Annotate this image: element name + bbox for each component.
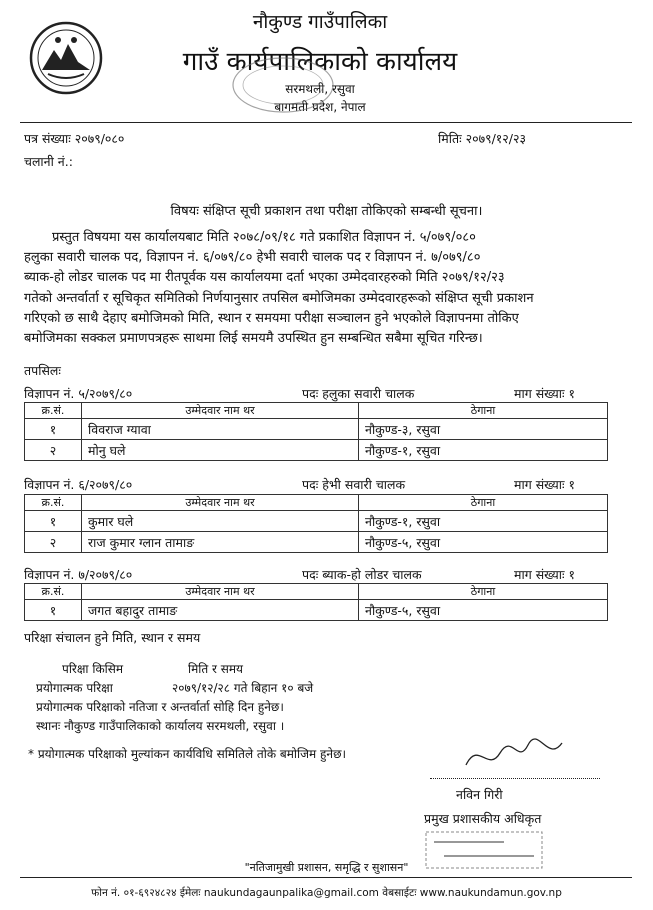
demand-count: माग संख्याः १ [514,477,575,492]
body-line: ब्याक-हो लोडर चालक पद मा रीतपूर्वक यस कार्यालयमा दर्ता भएका उम्मेदवारहरुको मिति २०७९/१२/२३ [24,270,505,286]
body-line: गरिएको छ साथै देहाए बमोजिमको मिति, स्थान र समयमा परीक्षा सञ्चालन हुने भएकोले विज्ञापनमा तोकिए [24,310,519,326]
row-name: जगत बहादुर तामाङ [82,600,359,621]
office-name: गाउँ कार्यपालिकाको कार्यालय [182,47,458,77]
letter-number: पत्र संख्याः २०७९/०८० [24,131,125,146]
post-name: पदः हेभी सवारी चालक [302,477,406,492]
col-name: उम्मेदवार नाम थर [82,495,359,511]
government-emblem-icon [28,20,104,96]
row-name: कुमार घले [82,511,359,532]
signature-icon [458,735,568,775]
ad-section-header [24,566,628,582]
table-row [25,511,608,532]
footer-contact: फोन नं. ०१-६९२४८२४ ईमेलः naukundagaunpalika@gmail.com वेबसाईटः www.naukundamun.gov.np [91,887,562,899]
body-line: प्रस्तुत विषयमा यस कार्यालयबाट मिति २०७८/०९/१८ गते प्रकाशित विज्ञापन नं. ५/०७९/०८० [52,230,476,245]
row-sn: १ [25,419,82,440]
body-line: गतेको अन्तर्वार्ता र सूचिकृत समितिको निर्णयानुसार तपसिल बमोजिमका उम्मेदवारहरूको संक्षिप्त सूची प्रकाशन [24,290,534,306]
signatory-name: नविन गिरी [456,787,503,802]
exam-intro: परिक्षा संचालन हुने मिति, स्थान र समय [24,630,201,645]
exam-date: २०७९/१२/२८ गते बिहान १० बजे [172,681,314,695]
candidate-table [24,402,608,461]
ad-section-header [24,385,628,401]
row-sn: १ [25,511,82,532]
exam-type-header: परिक्षा किसिम [62,662,124,676]
body-line: बमोजिमका सक्कल प्रमाणपत्रहरू साथमा लिई समयमै उपस्थित हुन सम्बन्धित सबैमा सूचित गरिन्छ। [24,331,483,347]
evaluation-note: * प्रयोगात्मक परिक्षाको मुल्यांकन कार्यविधि समितिले तोके बमोजिम हुनेछ। [28,747,347,761]
ad-section-header [24,476,628,492]
row-address: नौकुण्ड-५, रसुवा [359,532,608,553]
header-rule [20,122,632,123]
candidate-table [24,583,608,621]
col-address: ठेगाना [359,584,608,600]
col-address: ठेगाना [359,495,608,511]
row-address: नौकुण्ड-३, रसुवा [359,419,608,440]
demand-count: माग संख्याः १ [514,386,575,401]
row-sn: १ [25,600,82,621]
candidate-table [24,494,608,553]
body-line: हलुका सवारी चालक पद, विज्ञापन नं. ६/०७९/८० हेभी सवारी चालक पद र विज्ञापन नं. ७/०७९/८० [24,250,481,266]
col-sn: क्र.सं. [25,495,82,511]
col-name: उम्मेदवार नाम थर [82,584,359,600]
exam-venue: स्थानः नौकुण्ड गाउँपालिकाको कार्यालय सरमथली, रसुवा । [36,719,285,733]
table-row [25,419,608,440]
row-sn: २ [25,440,82,461]
table-row [25,440,608,461]
signatory-title: प्रमुख प्रशासकीय अधिकृत [424,811,542,826]
letter-date: मितिः २०७९/१२/२३ [438,131,526,146]
row-name: मोनु घले [82,440,359,461]
ad-number: विज्ञापन नं. ५/२०७९/८० [24,386,133,401]
body-paragraph [24,228,628,349]
ad-number: विज्ञापन नं. ६/२०७९/८० [24,477,133,492]
subject: विषयः संक्षिप्त सूची प्रकाशन तथा परीक्षा तोकिएको सम्बन्धी सूचना। [170,204,483,219]
exam-date-header: मिति र समय [188,662,244,676]
row-name: विवराज ग्यावा [82,419,359,440]
dispatch-number: चलानी नं.: [24,154,73,169]
footer-rule [20,877,632,878]
municipality-name: नौकुण्ड गाउँपालिका [252,11,388,33]
table-row [25,600,608,621]
row-address: नौकुण्ड-५, रसुवा [359,600,608,621]
col-name: उम्मेदवार नाम थर [82,403,359,419]
exam-result-note: प्रयोगात्मक परिक्षाको नतिजा र अन्तर्वार्ता सोहि दिन हुनेछ। [36,700,284,714]
post-name: पदः हलुका सवारी चालक [302,386,415,401]
exam-type: प्रयोगात्मक परिक्षा [36,681,113,695]
demand-count: माग संख्याः १ [514,567,575,582]
footer-slogan: "नतिजामुखी प्रशासन, समृद्धि र सुशासन" [244,861,409,874]
row-sn: २ [25,532,82,553]
office-province: बागमती प्रदेश, नेपाल [274,100,366,114]
office-stamp-icon [228,54,338,116]
row-address: नौकुण्ड-१, रसुवा [359,511,608,532]
row-name: राज कुमार ग्लान तामाङ [82,532,359,553]
row-address: नौकुण्ड-१, रसुवा [359,440,608,461]
ad-number: विज्ञापन नं. ७/२०७९/८० [24,567,133,582]
office-address: सरमथली, रसुवा [285,82,355,96]
signature-line [430,778,600,779]
col-address: ठेगाना [359,403,608,419]
table-row [25,532,608,553]
col-sn: क्र.सं. [25,584,82,600]
post-name: पदः ब्याक-हो लोडर चालक [302,567,422,582]
tapsil-label: तपसिलः [24,363,61,378]
col-sn: क्र.सं. [25,403,82,419]
